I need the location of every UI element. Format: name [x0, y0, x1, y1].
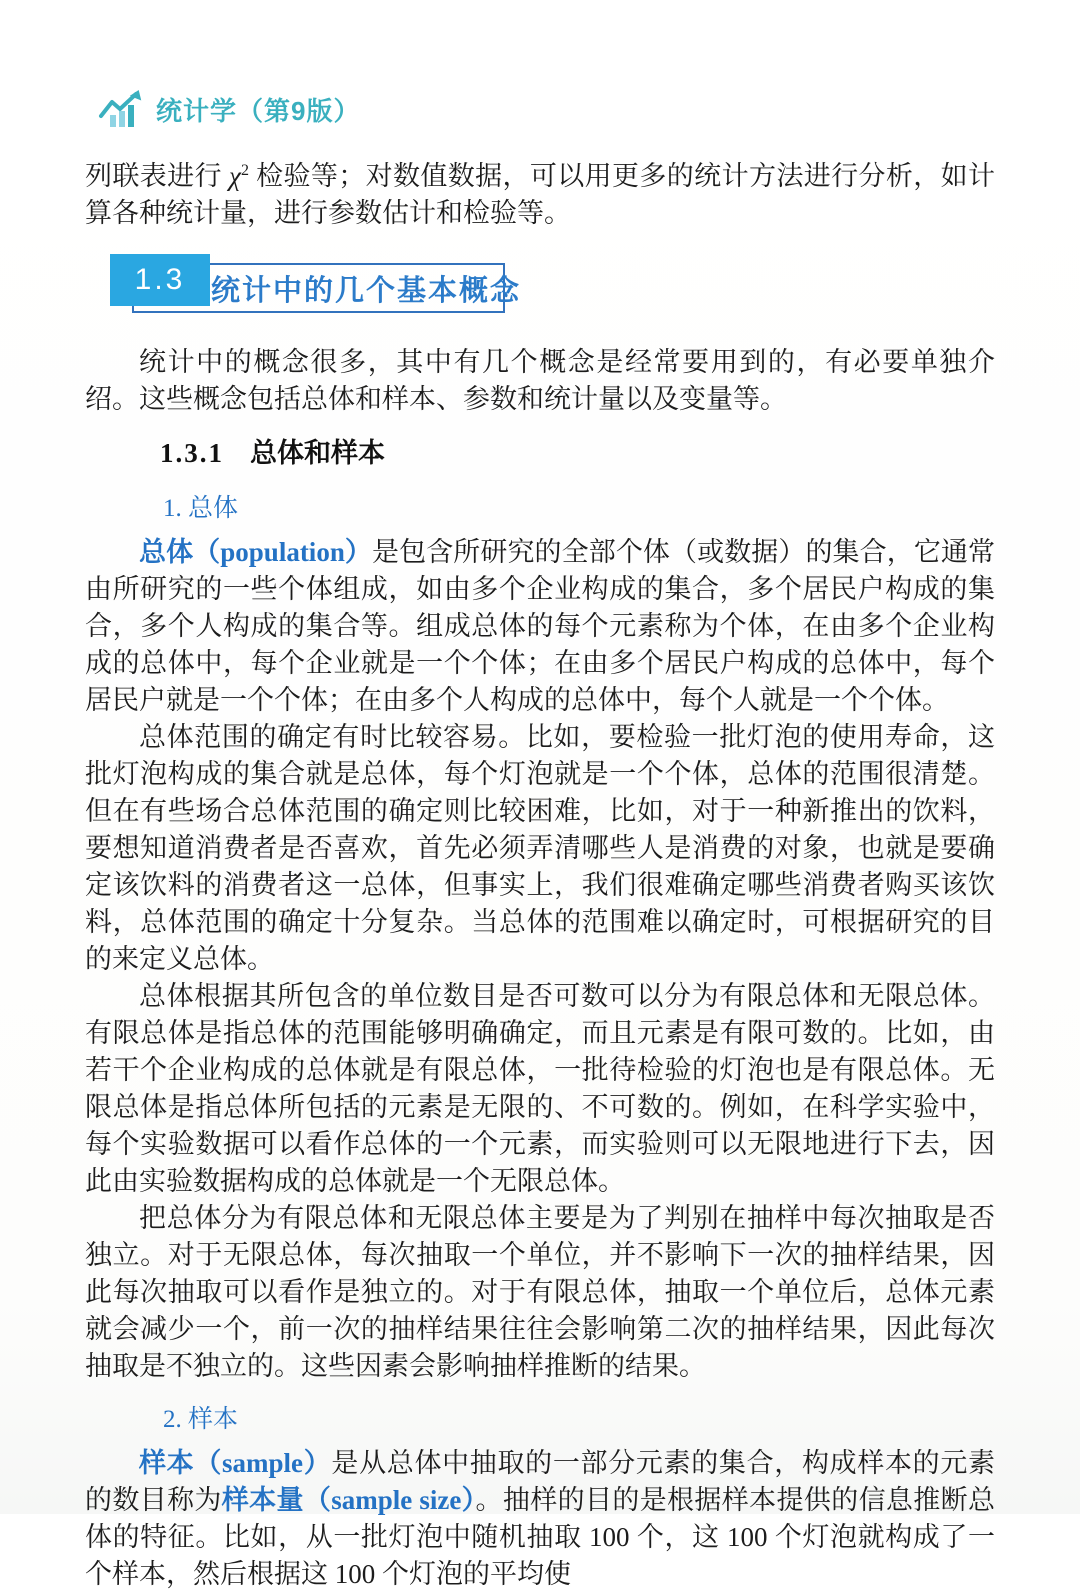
population-paragraph-2: 总体范围的确定有时比较容易。比如，要检验一批灯泡的使用寿命，这批灯泡构成的集合就是总体，每个灯泡就是一个个体，总体的范围很清楚。但在有些场合总体范围的确定则比较困难，比如，对于一种新推出的饮料，要想知道消费者是否喜欢，首先必须弄清哪些人是消费的对象，也就是要确定该饮料的消费者这一总体，但事实上，我们很难确定哪些消费者购买该饮料，总体范围的确定十分复杂。当总体的范围难以确定时，可根据研究的目的来定义总体。	[85, 722, 995, 974]
subsection-number: 1.3.1	[160, 438, 224, 468]
section-banner	[110, 254, 995, 320]
section-number-box	[110, 254, 210, 306]
population-heading: 1. 总体	[163, 495, 239, 522]
population-paragraph-1-text: 是包含所研究的全部个体（或数据）的集合，它通常由所研究的一些个体组成，如由多个企业构成的集合，多个居民户构成的集合，多个人构成的集合等。组成总体的每个元素称为个体，在由多个企业构成的总体中，每个企业就是一个个体；在由多个居民户构成的总体中，每个居民户就是一个个体；在由多个人构成的总体中，每个人就是一个个体。	[85, 537, 996, 715]
chi-exponent: 2	[240, 162, 249, 179]
subsection-title: 总体和样本	[250, 438, 385, 468]
chi-symbol: χ	[229, 161, 241, 191]
book-page	[0, 88, 1080, 1589]
section-number: 1.3	[134, 263, 186, 296]
population-paragraph-3: 总体根据其所包含的单位数目是否可数可以分为有限总体和无限总体。有限总体是指总体的范围能够明确确定，而且元素是有限可数的。比如，由若干个企业构成的总体就是有限总体，一批待检验的灯泡也是有限总体。无限总体是指总体所包括的元素是无限的、不可数的。例如，在科学实验中，每个实验数据可以看作总体的一个元素，而实验则可以无限地进行下去，因此由实验数据构成的总体就是一个无限总体。	[85, 981, 995, 1196]
sample-paragraph	[85, 1445, 995, 1593]
population-paragraph-4: 把总体分为有限总体和无限总体主要是为了判别在抽样中每次抽取是否独立。对于无限总体，每次抽取一个单位，并不影响下一次的抽样结果，因此每次抽取可以看作是独立的。对于有限总体，抽取一个单位后，总体元素就会减少一个，前一次的抽样结果往往会影响第二次的抽样结果，因此每次抽取是不独立的。这些因素会影响抽样推断的结果。	[85, 1203, 995, 1381]
sample-paragraph-text: 是从总体中抽取的一部分元素的集合，构成样本的元素的数目称为	[85, 1448, 996, 1515]
population-term: 总体（population）	[139, 537, 373, 567]
book-header	[98, 88, 995, 130]
sample-term: 样本（sample）	[139, 1448, 332, 1478]
stats-chart-logo-icon	[98, 89, 146, 129]
subsection-heading	[160, 434, 995, 472]
intro-paragraph	[85, 158, 995, 232]
intro-text-before: 列联表进行	[85, 161, 230, 191]
sample-heading: 2. 样本	[163, 1406, 239, 1433]
population-paragraph-1	[85, 534, 995, 719]
sample-size-term: 样本量（sample size）	[221, 1485, 476, 1515]
sample-paragraph-rest: 。抽样的目的是根据样本提供的信息推断总体的特征。比如，从一批灯泡中随机抽取 100 个，这 100 个灯泡就构成了一个样本，然后根据这 100 个灯泡的平均使	[85, 1485, 996, 1589]
section-intro-paragraph: 统计中的概念很多，其中有几个概念是经常要用到的，有必要单独介绍。这些概念包括总体和样本、参数和统计量以及变量等。	[85, 347, 995, 414]
intro-text-after: 检验等；对数值数据，可以用更多的统计方法进行分析，如计算各种统计量，进行参数估计和检验等。	[85, 161, 996, 228]
section-title: 统计中的几个基本概念	[211, 274, 522, 307]
book-title: 统计学（第9版）	[156, 95, 361, 126]
